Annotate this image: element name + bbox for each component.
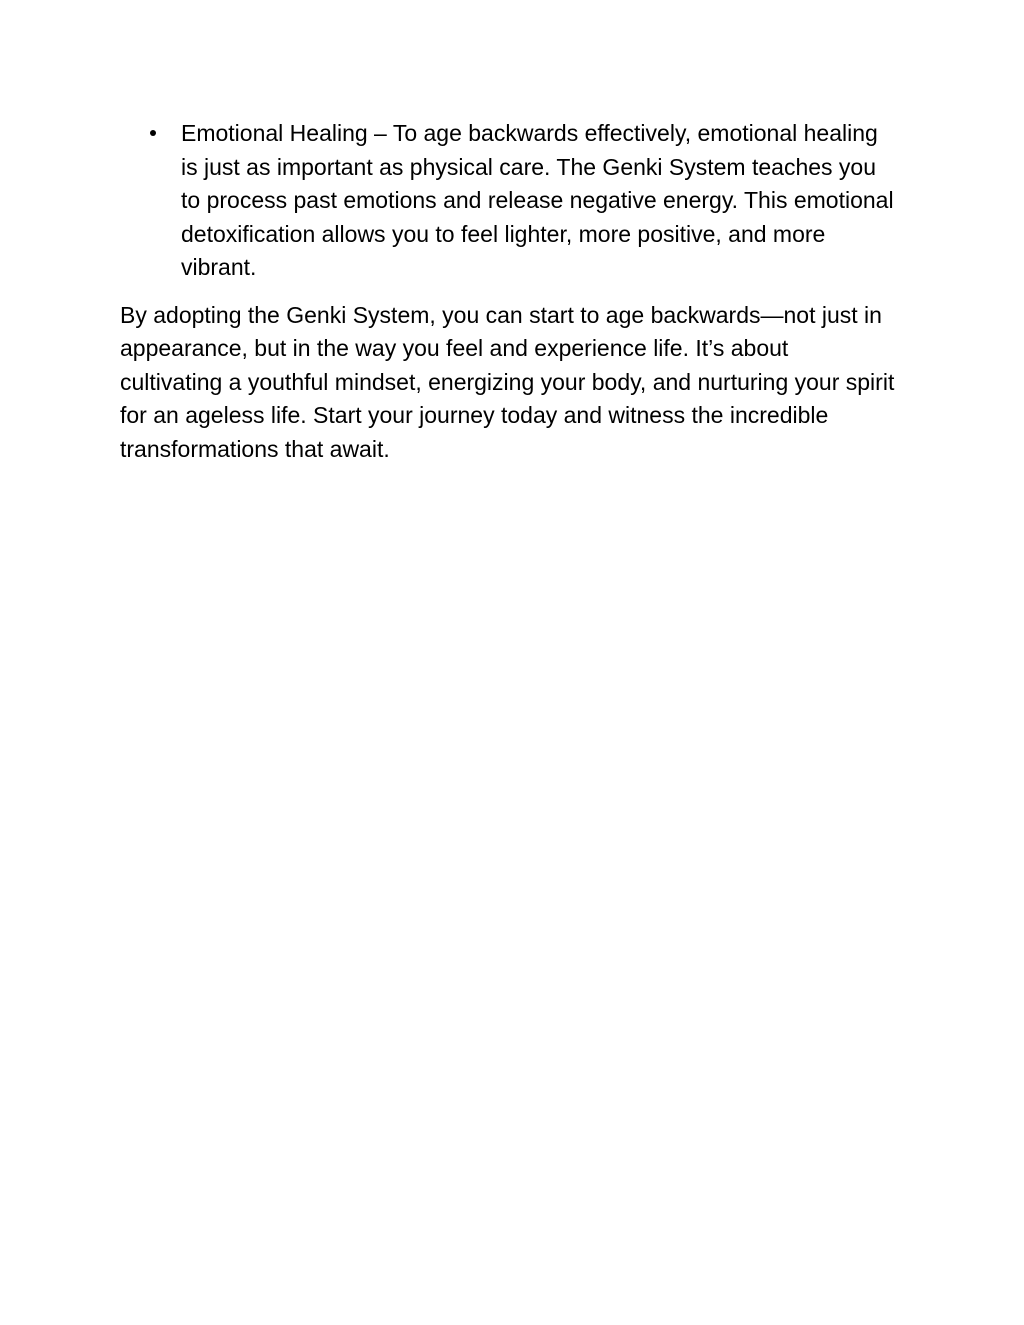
closing-paragraph: By adopting the Genki System, you can start to age backwards—not just in appearance, but in the way you feel and experience life. It’s about cultivating a youthful mindset, energizing your body, and nurturing your spirit for an ageless life. Start your journey today and witness the incredible transformations that await. [120, 301, 895, 462]
bullet-list [120, 117, 900, 285]
bullet-text: Emotional Healing – To age backwards effectively, emotional healing is just as important as physical care. The Genki System teaches you to process past emotions and release negative energy. This emotional detoxification allows you to feel lighter, more positive, and more vibrant. [181, 120, 894, 280]
bullet-icon [150, 130, 156, 136]
bullet-item-emotional-healing [120, 117, 896, 285]
document-page [120, 117, 900, 466]
